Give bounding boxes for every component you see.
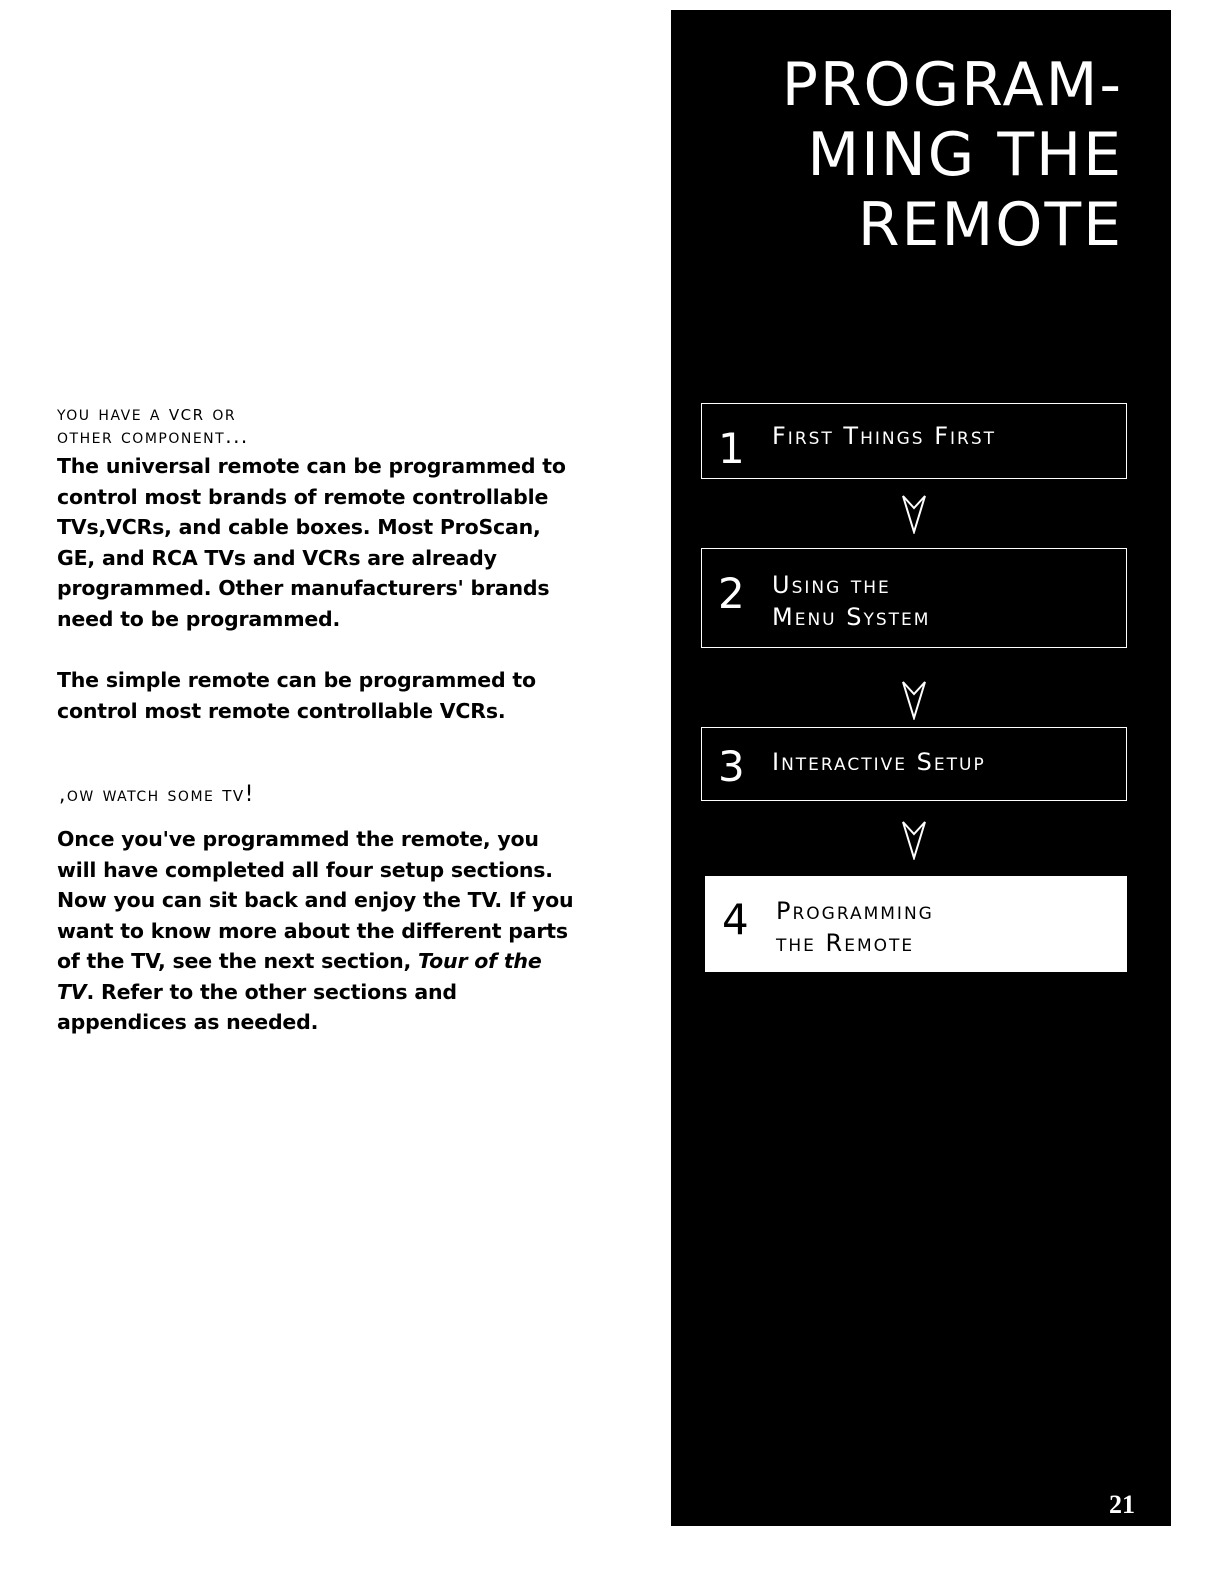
page-title: PROGRAM- MING THE REMOTE <box>781 50 1123 260</box>
setup-sidebar <box>671 10 1171 1526</box>
step-label: First Things First <box>772 422 997 450</box>
step-interactive-setup <box>701 727 1127 801</box>
simple-remote-paragraph: The simple remote can be programmed to control most remote controllable VCRs. <box>57 668 536 723</box>
universal-remote-paragraph: The universal remote can be programmed to control most brands of remote controllable TVs,VCRs, and cable boxes. Most ProScan, GE, and RCA TVs and VCRs are already programmed. Other manufacturers' brands need to be programmed. <box>57 454 566 631</box>
step-first-things-first <box>701 403 1127 479</box>
step-number: 4 <box>722 895 749 944</box>
section-heading-watch-tv: ,ow watch some tv! <box>59 782 255 807</box>
page-number: 21 <box>1109 1490 1135 1519</box>
down-arrow-icon <box>902 494 926 534</box>
step-label: Programming the Remote <box>776 897 934 957</box>
step-label: Using the Menu System <box>772 571 931 631</box>
step-number: 3 <box>718 742 745 791</box>
step-using-menu-system <box>701 548 1127 648</box>
down-arrow-icon <box>902 820 926 860</box>
down-arrow-icon <box>902 680 926 720</box>
step-number: 1 <box>718 424 745 473</box>
step-programming-remote-current <box>705 876 1127 972</box>
step-label: Interactive Setup <box>772 748 986 776</box>
left-column <box>57 402 577 1038</box>
completion-paragraph: Once you've programmed the remote, you will have completed all four setup sections. Now you can sit back and enjoy the TV. If you want to know more about the different parts of the TV, see the next section, Tour of the TV. Refer to the other sections and appendices as needed. <box>57 827 574 1034</box>
tour-of-tv-reference: Tour of the TV <box>57 949 542 1004</box>
step-number: 2 <box>718 569 745 618</box>
section-heading-vcr: you have a vcr or other component... <box>57 401 249 448</box>
